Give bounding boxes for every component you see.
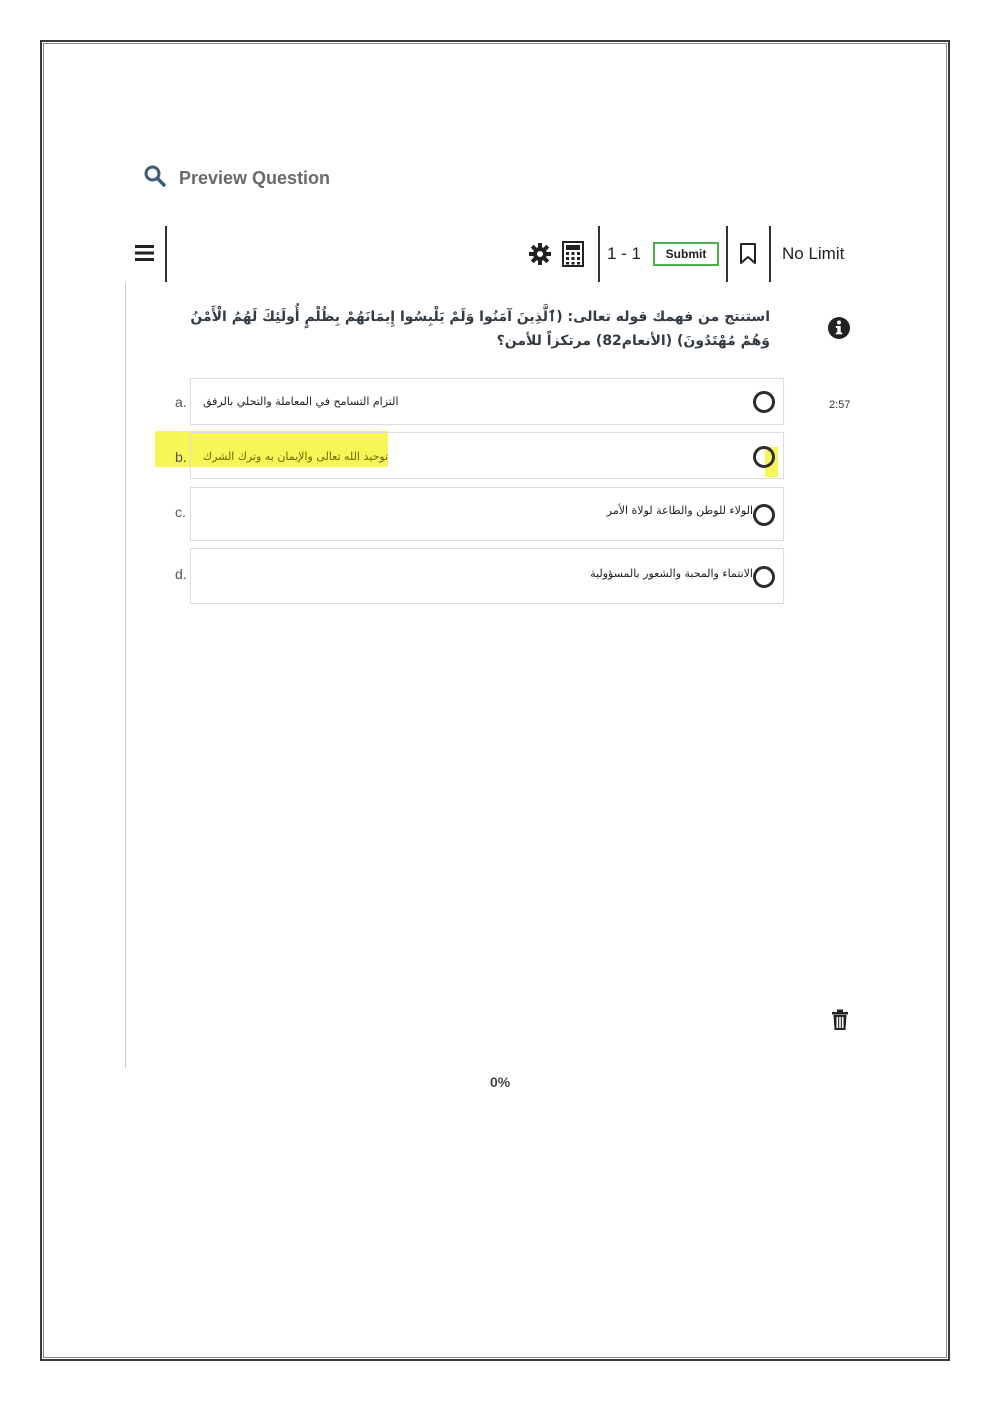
time-limit-label: No Limit (782, 244, 845, 263)
answer-option-c[interactable] (190, 487, 784, 541)
hamburger-menu-icon (134, 248, 156, 267)
radio-button[interactable] (753, 446, 775, 468)
info-button[interactable] (827, 316, 851, 344)
option-text: الانتماء والمحبة والشعور بالمسؤولية (590, 567, 753, 580)
question-text: استنتج من فهمك قوله تعالى: (ٱلَّذِينَ آمَنُوا وَلَمْ يَلْبِسُوا إِيمَانَهُمْ بِظُلْمٍ أُولَئِكَ لَهُمُ الْأَمْنُ وَهُمْ مُهْتَدُونَ) (الأنعام82) مرتكزاً للأمن؟ (190, 309, 770, 349)
progress-percentage: 0% (490, 1074, 511, 1090)
toolbar-divider (726, 226, 728, 282)
trash-icon (830, 1016, 850, 1035)
page-title: Preview Question (179, 167, 331, 188)
question-timer: 2:57 (829, 399, 851, 411)
answer-option-a[interactable] (190, 378, 784, 425)
radio-button[interactable] (753, 391, 775, 413)
answer-option-d[interactable] (190, 548, 784, 604)
page-range: 1 - 1 (607, 244, 642, 263)
page-frame (40, 40, 950, 1361)
option-text: التزام التسامح في المعاملة والتحلي بالرفق (203, 395, 399, 408)
menu-button[interactable] (134, 243, 156, 267)
toolbar-divider (769, 226, 771, 282)
preview-header (143, 164, 330, 192)
toolbar-divider (598, 226, 600, 282)
bookmark-icon (739, 250, 757, 269)
submit-button[interactable]: Submit (653, 242, 719, 266)
option-letter: a. (175, 394, 187, 410)
content-left-border (125, 283, 126, 1068)
gear-icon (528, 251, 552, 270)
settings-button[interactable] (528, 242, 552, 270)
option-letter: c. (175, 504, 186, 520)
search-icon (143, 164, 167, 192)
bookmark-button[interactable] (739, 243, 757, 269)
radio-button[interactable] (753, 504, 775, 526)
delete-button[interactable] (830, 1009, 850, 1035)
answer-option-b[interactable] (190, 432, 784, 479)
option-letter: b. (175, 449, 187, 465)
toolbar-divider (165, 226, 167, 282)
info-icon (827, 325, 851, 344)
calculator-button[interactable] (562, 241, 584, 271)
option-letter: d. (175, 566, 187, 582)
option-text: توحيد الله تعالى والإيمان به وترك الشرك (203, 450, 389, 463)
option-text: الولاء للوطن والطاعة لولاة الأمر (606, 504, 753, 517)
radio-button[interactable] (753, 566, 775, 588)
calculator-icon (562, 252, 584, 271)
